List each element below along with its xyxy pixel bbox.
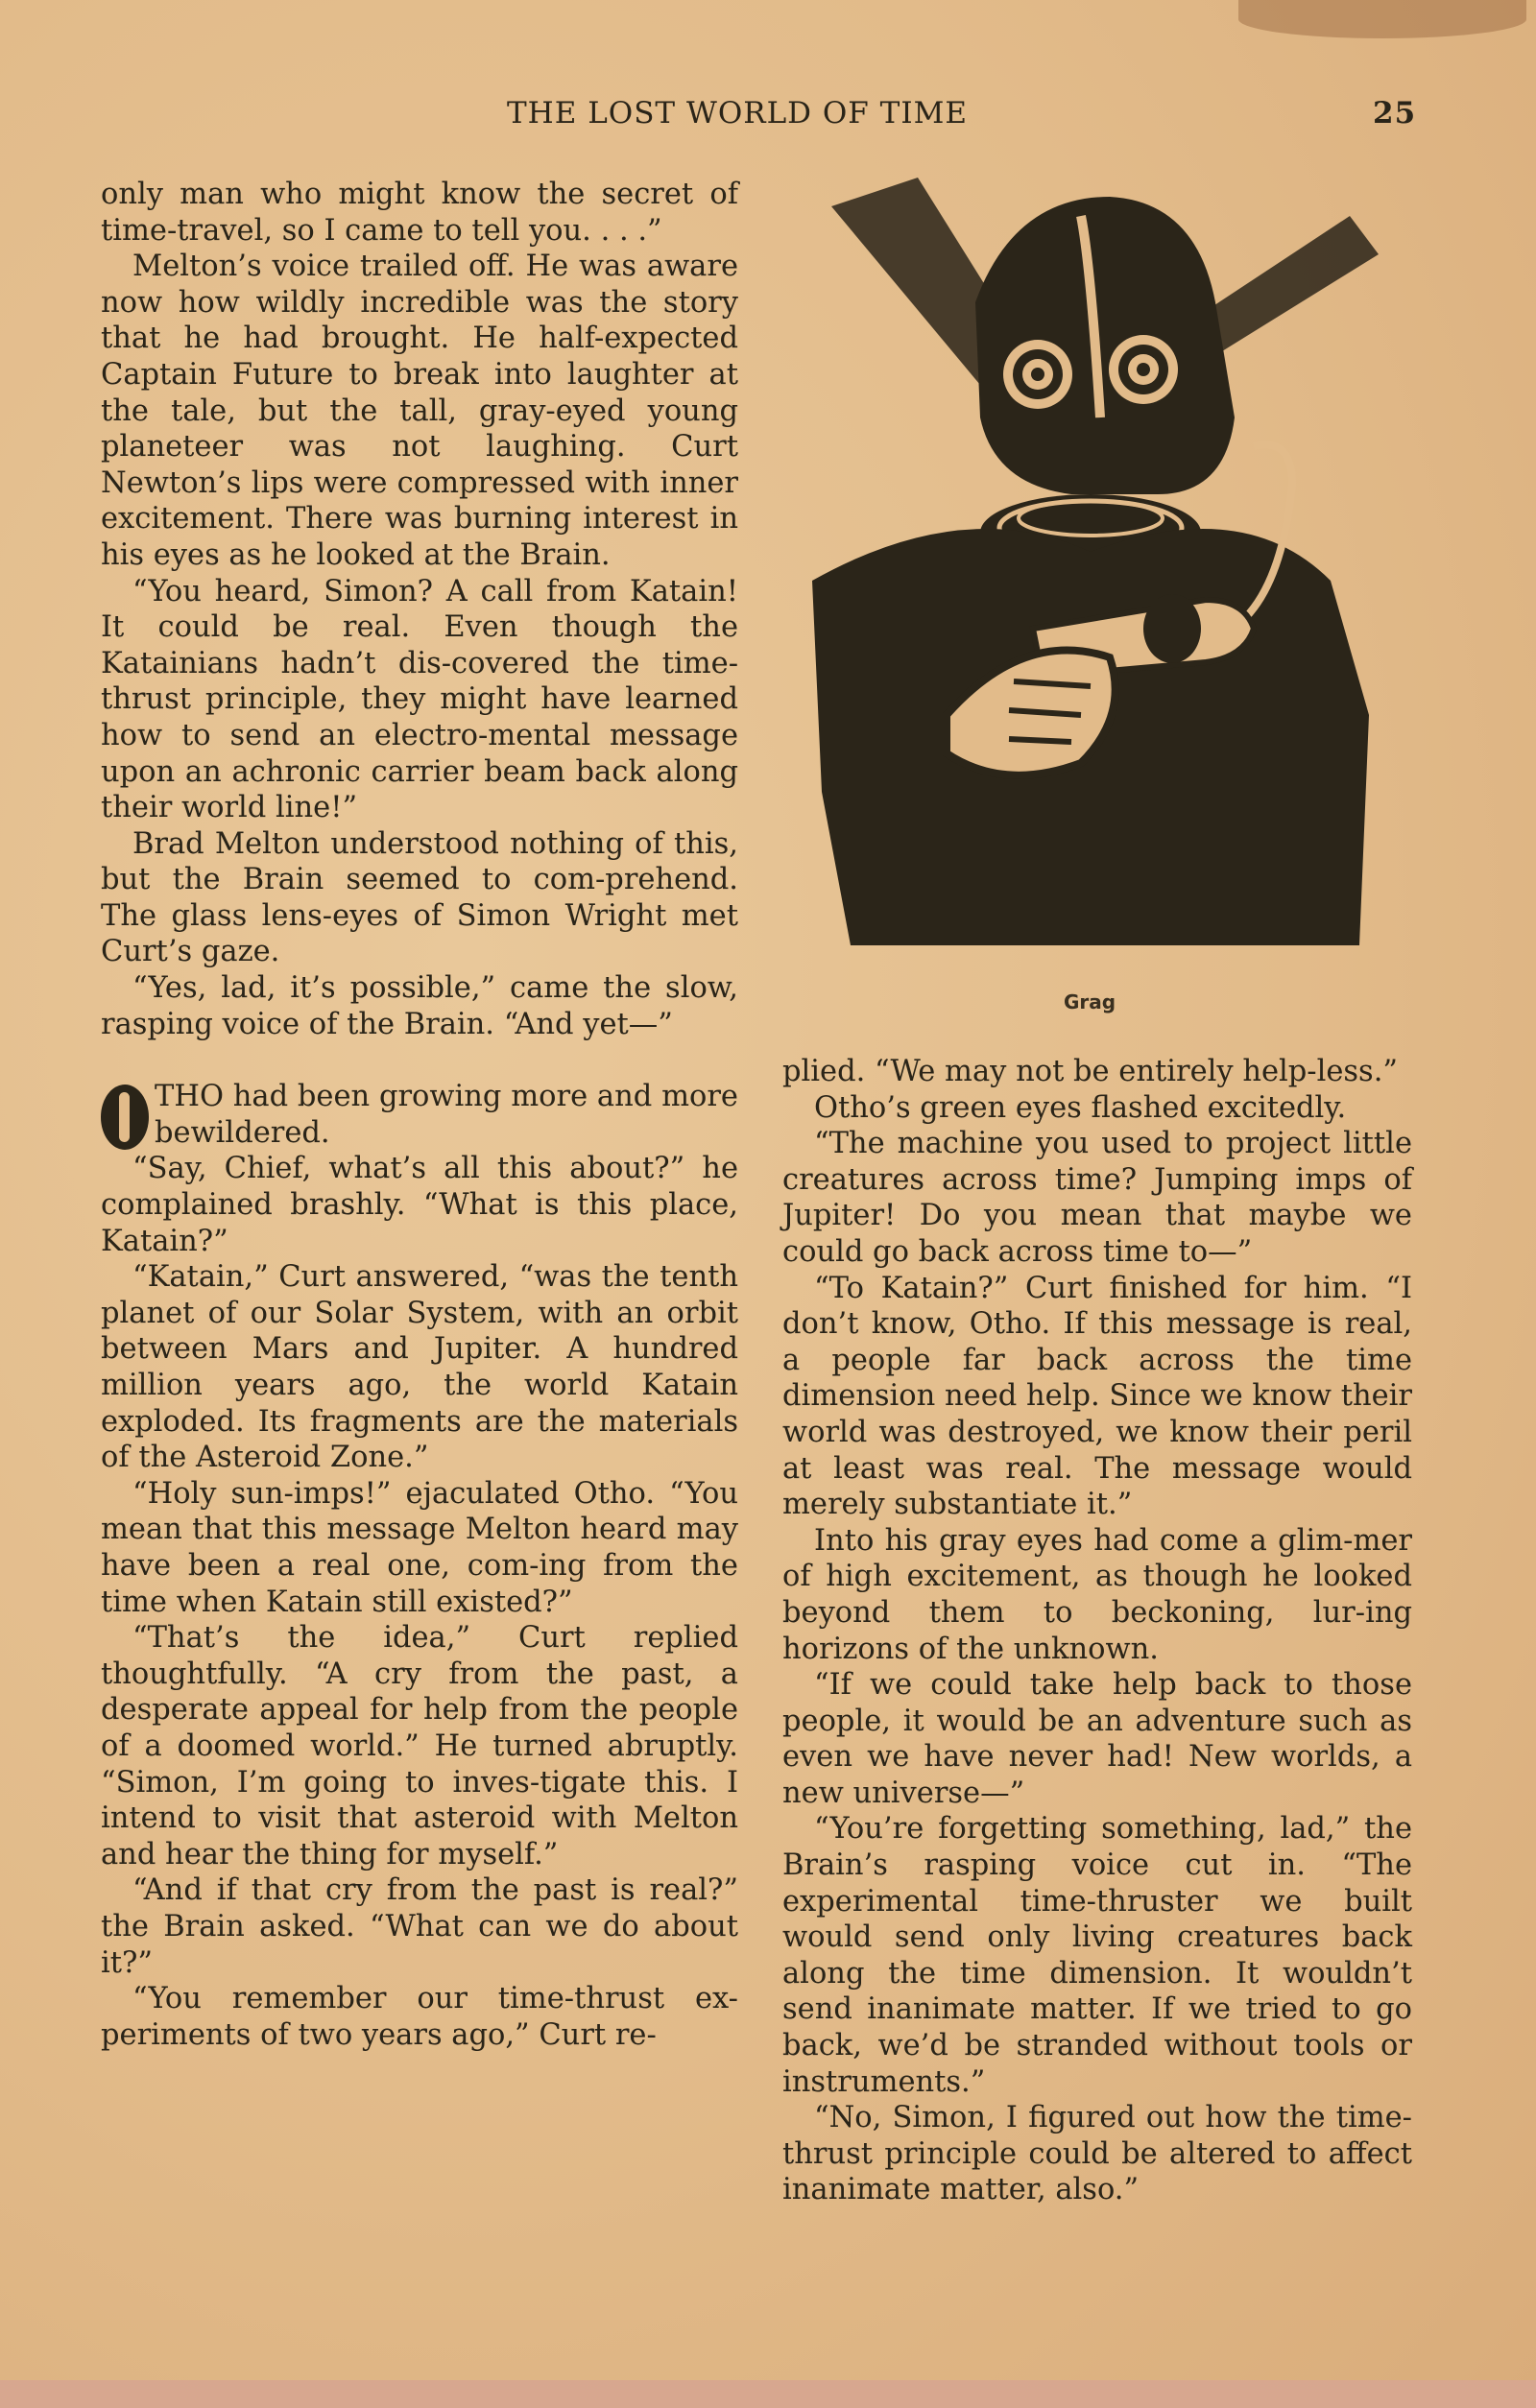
paragraph: “The machine you used to project little creatures across time? Jumping imps of Jupiter! Do you mean that maybe we could go back across time to—” [782, 1127, 1412, 1269]
paragraph: Brad Melton understood nothing of this, but the Brain seemed to com-prehend. The glass lens-eyes of Simon Wright met Curt’s gaze. [101, 826, 738, 969]
page-edge [0, 2380, 1536, 2408]
robot-illustration [793, 178, 1407, 974]
paragraph: “To Katain?” Curt finished for him. “I don’t know, Otho. If this message is real, a people far back across the time dimension need help. Since we know their world was destroyed, we know their peril at least was real. The message would merely substantiate it.” [782, 1271, 1412, 1522]
running-title: THE LOST WORLD OF TIME [507, 96, 968, 131]
running-header [0, 94, 1536, 132]
paragraph: “If we could take help back to those people, it would be an adventure such as even we have never had! New worlds, a new universe—” [782, 1668, 1412, 1810]
paragraph: Melton’s voice trailed off. He was aware now how wildly incredible was the story that he had brought. He half-expected Captain Future to break into laughter at the tale, but the tall, gray-eyed young planeteer was not laughing. Curt Newton’s lips were compressed with inner excitement. There was burning interest in his eyes as he looked at the Brain. [101, 250, 738, 572]
drop-cap-paragraph [101, 1079, 738, 1151]
paragraph: “Yes, lad, it’s possible,” came the slow, rasping voice of the Brain. “And yet—” [101, 971, 738, 1041]
paragraph: “And if that cry from the past is real?” the Brain asked. “What can we do about it?” [101, 1873, 738, 1980]
paragraph: “That’s the idea,” Curt replied thoughtfully. “A cry from the past, a desperate appeal for help from the people of a doomed world.” He turned abruptly. “Simon, I’m going to inves-tigate this. I intend to visit that asteroid with Melton and hear the thing for myself.” [101, 1621, 738, 1872]
paragraph: “You heard, Simon? A call from Katain! It could be real. Even though the Katainians hadn’t dis-covered the time-thrust principle, they might have learned how to send an electro-mental message upon an achronic carrier beam back along their world line!” [101, 574, 738, 825]
left-column [101, 177, 738, 2053]
paper-stain [1238, 0, 1526, 38]
paragraph: “You’re forgetting something, lad,” the Brain’s rasping voice cut in. “The experimental time-thruster we built would send only living creatures back along the time dimension. It wouldn’t send inanimate matter. If we tried to go back, we’d be stranded without tools or instruments.” [782, 1812, 1412, 2099]
right-column [782, 1054, 1412, 2208]
paragraph: “You remember our time-thrust ex-periments of two years ago,” Curt re- [101, 1982, 738, 2052]
drop-cap-o [101, 1085, 149, 1150]
paragraph: “Katain,” Curt answered, “was the tenth planet of our Solar System, with an orbit between Mars and Jupiter. A hundred million years ago, the world Katain exploded. Its fragments are the materials of the Asteroid Zone.” [101, 1260, 738, 1475]
paragraph: “Say, Chief, what’s all this about?” he complained brashly. “What is this place, Katain?” [101, 1152, 738, 1258]
paragraph: Into his gray eyes had come a glim-mer of high excitement, as though he looked beyond them to beckoning, lur-ing horizons of the unknown. [782, 1523, 1412, 1666]
paragraph: THO had been growing more and more bewildered. [155, 1080, 738, 1150]
robot-head [975, 197, 1235, 494]
paragraph: “No, Simon, I figured out how the time-thrust principle could be altered to affect inanimate matter, also.” [782, 2101, 1412, 2207]
paragraph: plied. “We may not be entirely help-less.” [782, 1055, 1398, 1088]
paragraph: Otho’s green eyes flashed excitedly. [814, 1090, 1347, 1125]
page-number: 25 [1373, 96, 1417, 131]
illustration-caption: Grag [1064, 990, 1116, 1013]
paragraph: “Holy sun-imps!” ejaculated Otho. “You mean that this message Melton heard may have been a real one, com-ing from the time when Katain still existed?” [101, 1476, 738, 1619]
section-break [101, 1042, 738, 1079]
paragraph: only man who might know the secret of time-travel, so I came to tell you. . . .” [101, 178, 738, 248]
